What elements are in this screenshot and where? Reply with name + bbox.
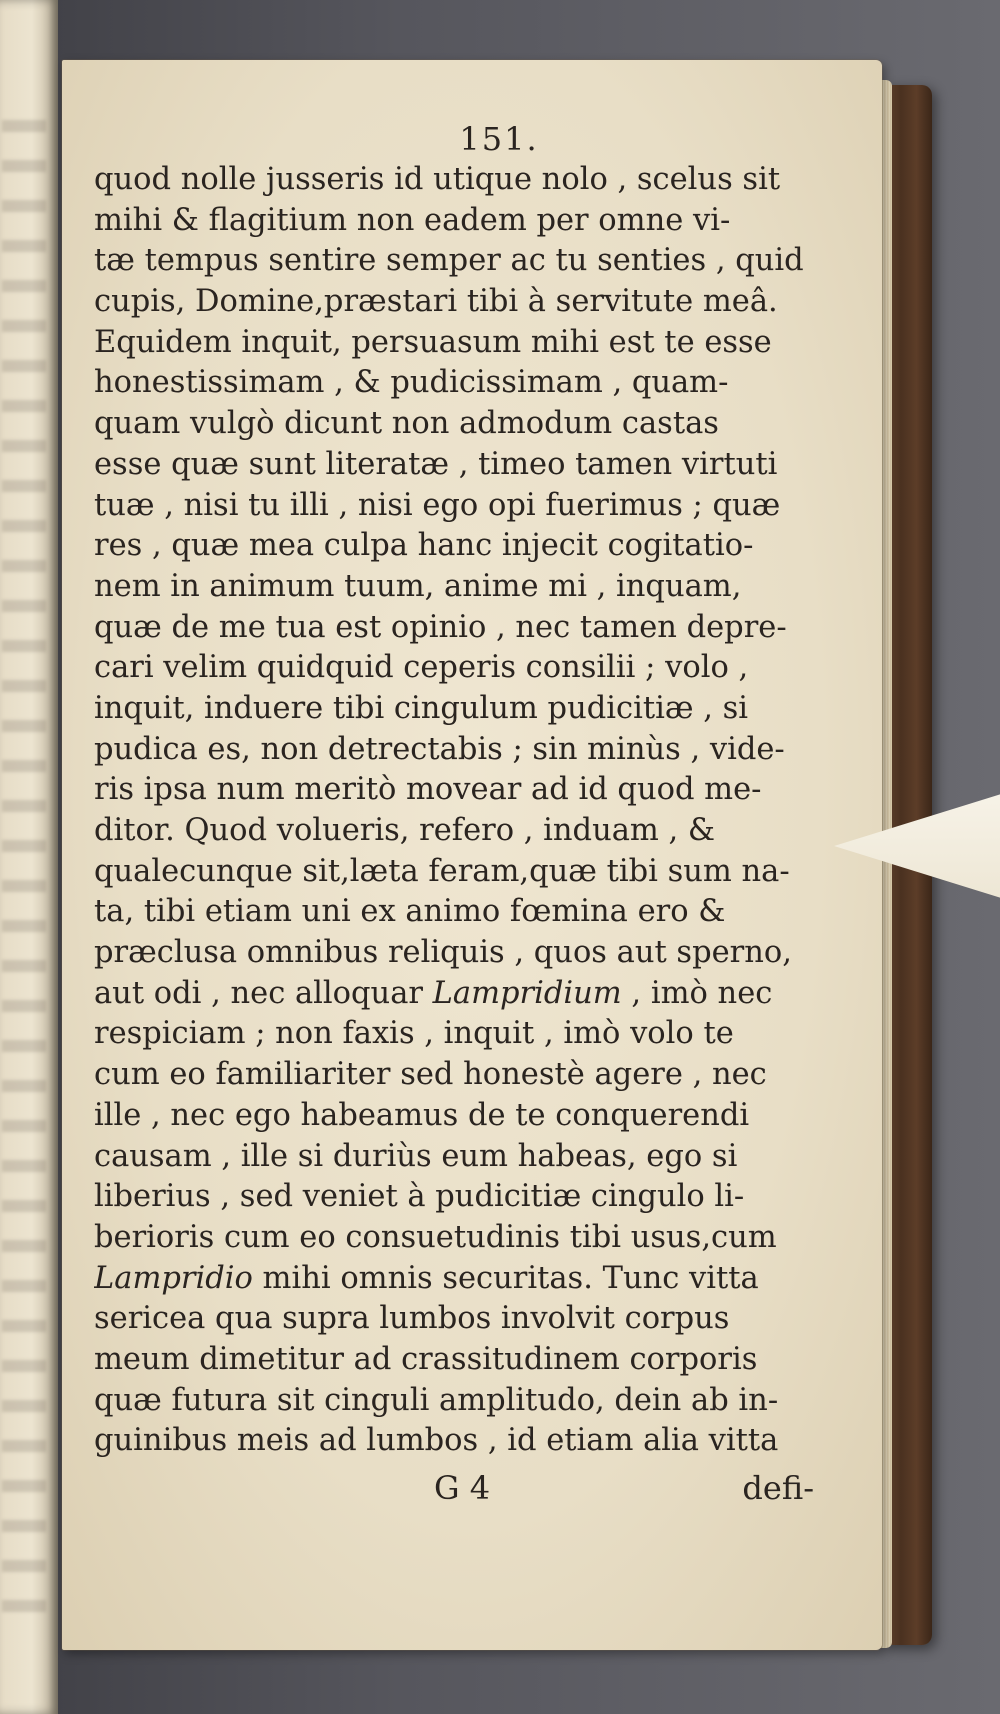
text-line: meum dimetitur ad crassitudinem corporis xyxy=(94,1341,758,1377)
text-line: honestissimam , & pudicissimam , quam- xyxy=(94,365,729,401)
facing-page-edge xyxy=(0,0,58,1714)
text-line: cupis, Domine,præstari tibi à servitute meâ. xyxy=(94,284,778,320)
text-line: qualecunque sit,læta feram,quæ tibi sum na- xyxy=(94,853,790,889)
italic-name: Lampridio xyxy=(94,1260,253,1296)
text-line: esse quæ sunt literatæ , timeo tamen virtuti xyxy=(94,446,778,482)
text-line: nem in animum tuum, anime mi , inquam, xyxy=(94,568,742,604)
text-line: ris ipsa num meritò movear ad id quod me- xyxy=(94,772,762,808)
page-content xyxy=(94,118,864,1510)
text-fragment: aut odi , nec alloquar xyxy=(94,975,433,1011)
book-page xyxy=(62,60,882,1650)
text-line: respiciam ; non faxis , inquit , imò volo te xyxy=(94,1016,734,1052)
text-fragment: mihi omnis securitas. Tunc vitta xyxy=(252,1260,759,1296)
text-line-with-italic xyxy=(94,1259,864,1300)
text-line: ta, tibi etiam uni ex animo fœmina ero & xyxy=(94,894,726,930)
text-line: ditor. Quod volueris, refero , induam , & xyxy=(94,813,716,848)
text-line: quam vulgò dicunt non admodum castas xyxy=(94,406,719,442)
text-line: pudica es, non detrectabis ; sin minùs , vide- xyxy=(94,731,785,767)
text-line: ille , nec ego habeamus de te conquerendi xyxy=(94,1097,750,1133)
text-line: præclusa omnibus reliquis , quos aut sperno, xyxy=(94,935,792,971)
text-line: liberius , sed veniet à pudicitiæ cingulo li- xyxy=(94,1179,745,1215)
text-block xyxy=(94,160,864,1462)
page-number: 151. xyxy=(459,120,539,158)
text-line: quod nolle jusseris id utique nolo , scelus sit xyxy=(94,162,781,197)
text-line: quæ futura sit cinguli amplitudo, dein ab in- xyxy=(94,1382,779,1418)
text-line: res , quæ mea culpa hanc injecit cogitatio- xyxy=(94,528,754,564)
text-line: berioris cum eo consuetudinis tibi usus,cum xyxy=(94,1219,777,1255)
catchword: defi- xyxy=(742,1469,814,1507)
text-line-with-italic xyxy=(94,974,864,1015)
italic-name: Lampridium xyxy=(432,975,622,1011)
text-line: causam , ille si duriùs eum habeas, ego si xyxy=(94,1138,738,1174)
text-line: mihi & flagitium non eadem per omne vi- xyxy=(94,202,731,238)
text-fragment: , imò nec xyxy=(621,975,773,1011)
signature-mark: G 4 xyxy=(434,1469,491,1507)
facing-page-text-blur xyxy=(2,120,46,1640)
text-line: sericea qua supra lumbos involvit corpus xyxy=(94,1301,730,1337)
text-line: tæ tempus sentire semper ac tu senties , quid xyxy=(94,243,804,279)
text-line: Equidem inquit, persuasum mihi est te esse xyxy=(94,324,772,360)
text-line: cari velim quidquid ceperis consilii ; volo , xyxy=(94,650,749,686)
page-footer xyxy=(94,1466,864,1510)
text-line: tuæ , nisi tu illi , nisi ego opi fuerimus ; quæ xyxy=(94,487,781,523)
text-line: cum eo familiariter sed honestè agere , nec xyxy=(94,1057,767,1093)
text-line: guinibus meis ad lumbos , id etiam alia vitta xyxy=(94,1423,779,1459)
text-line: inquit, induere tibi cingulum pudicitiæ , si xyxy=(94,690,749,726)
text-line: quæ de me tua est opinio , nec tamen depre- xyxy=(94,609,787,645)
